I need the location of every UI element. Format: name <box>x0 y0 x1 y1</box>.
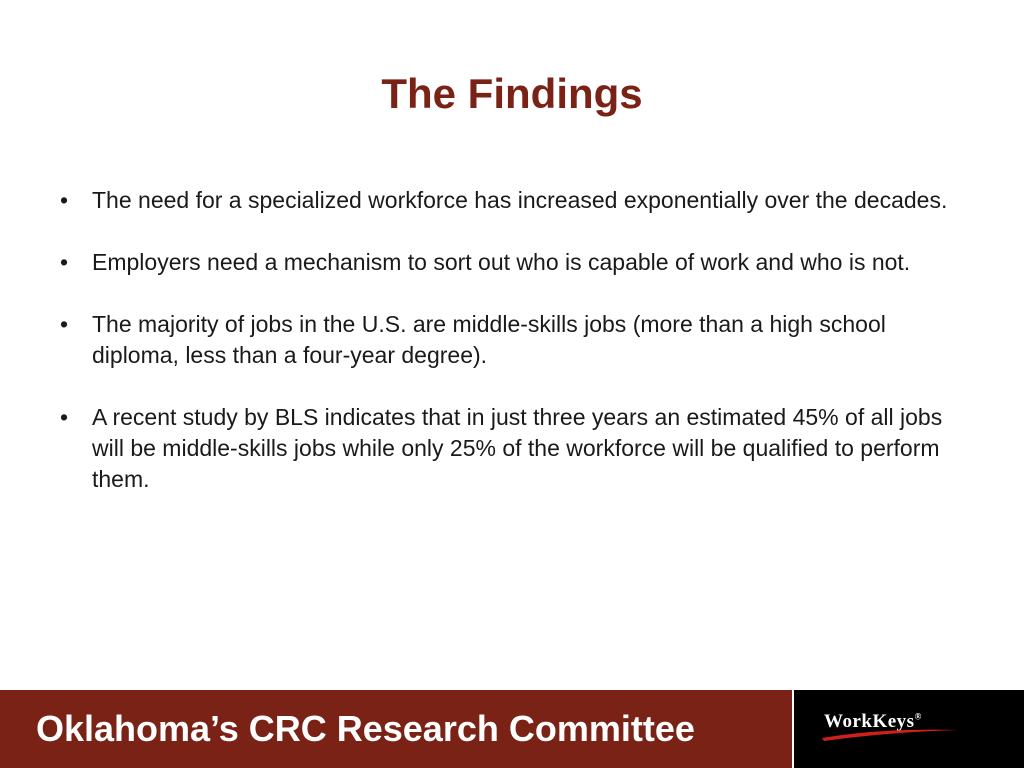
bullet-item: • A recent study by BLS indicates that in just three years an estimated 45% of all jobs will be middle-skills jobs while only 25% of the workforce will be qualified to perform them. <box>60 402 965 495</box>
logo-wordmark: WorkKeys® <box>824 711 922 732</box>
bullet-item: • The majority of jobs in the U.S. are middle-skills jobs (more than a high school diploma, less than a four-year degree). <box>60 309 965 371</box>
workkeys-logo <box>794 690 1024 768</box>
bullet-item: • The need for a specialized workforce has increased exponentially over the decades. <box>60 185 965 216</box>
slide-title: The Findings <box>381 70 643 117</box>
logo-swoosh-icon <box>820 726 960 742</box>
footer-title: Oklahoma’s CRC Research Committee <box>36 708 695 749</box>
footer-band <box>0 690 792 768</box>
footer <box>0 690 1024 768</box>
bullet-item: • Employers need a mechanism to sort out who is capable of work and who is not. <box>60 247 965 278</box>
bullet-list <box>60 185 965 526</box>
